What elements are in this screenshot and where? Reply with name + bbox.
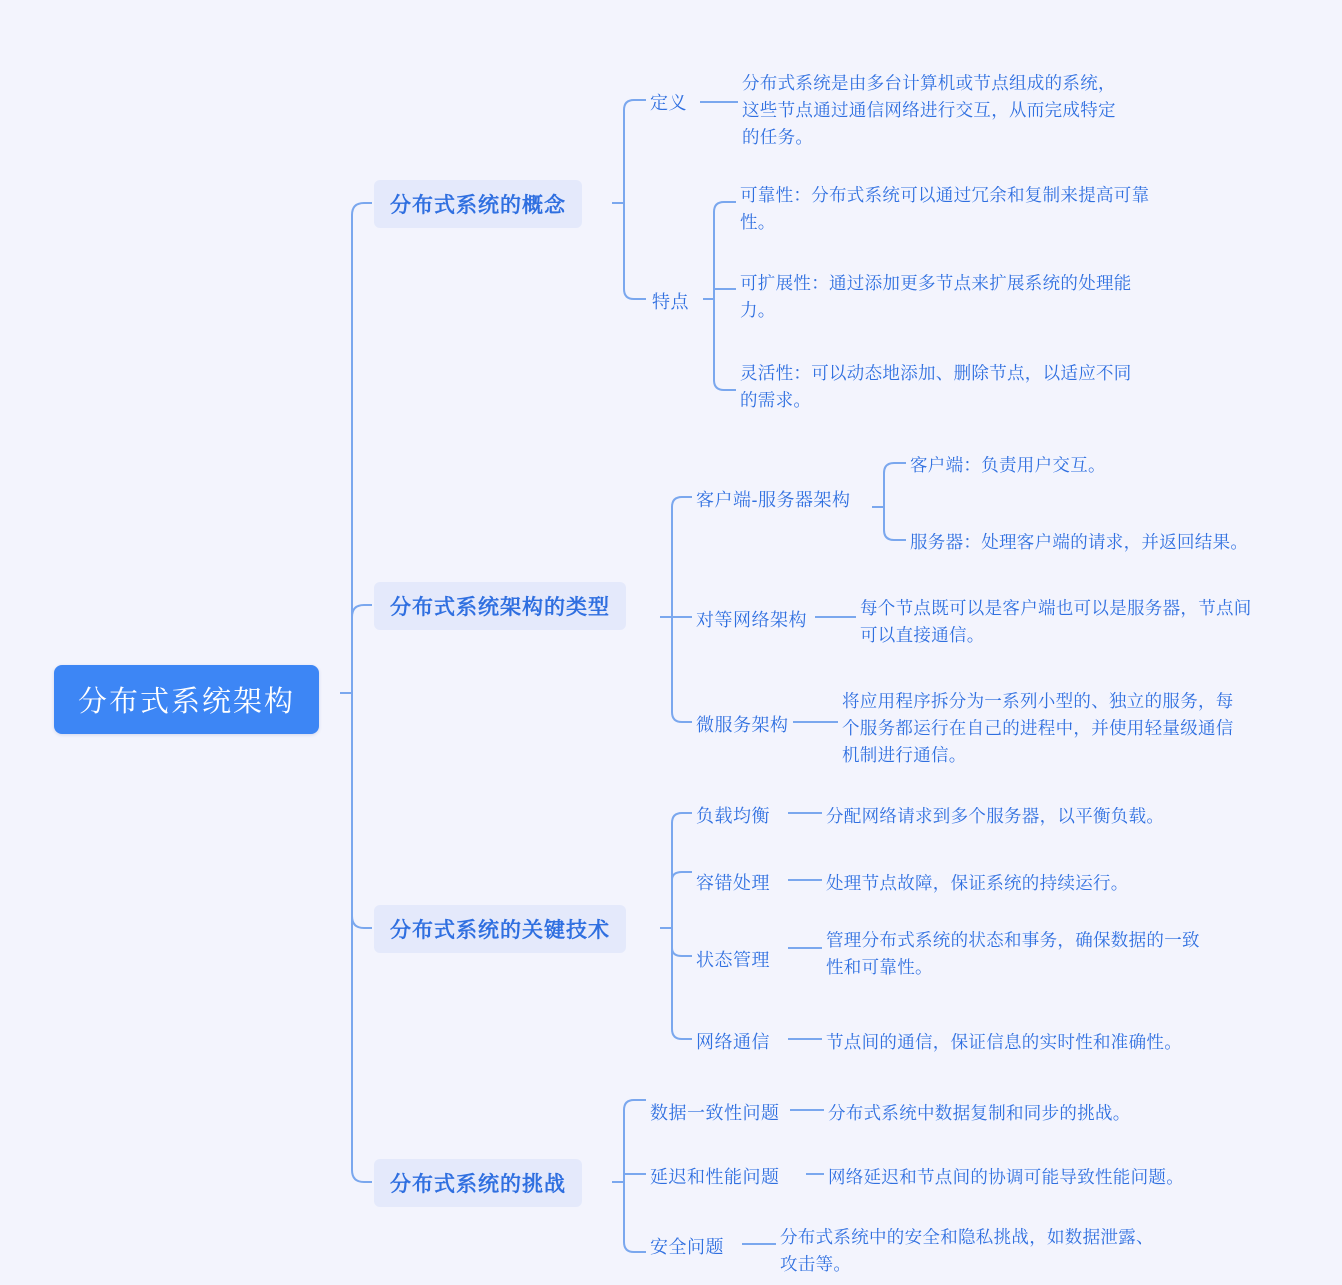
detail-text: 网络延迟和节点间的协调可能导致性能问题。	[828, 1167, 1184, 1187]
leaf-node-client-server[interactable]: 客户端-服务器架构	[696, 490, 851, 510]
leaf-node-fault-tolerance[interactable]: 容错处理	[696, 873, 770, 893]
branch-node-challenges[interactable]: 分布式系统的挑战	[374, 1159, 582, 1207]
detail-text: 可靠性：分布式系统可以通过冗余和复制来提高可靠性。	[740, 185, 1150, 233]
detail-text: 服务器：处理客户端的请求，并返回结果。	[910, 532, 1249, 552]
detail-text: 分布式系统中的安全和隐私挑战，如数据泄露、攻击等。	[780, 1227, 1154, 1275]
leaf-node-latency-performance[interactable]: 延迟和性能问题	[650, 1167, 780, 1187]
detail-text: 处理节点故障，保证系统的持续运行。	[826, 873, 1129, 893]
detail-text: 每个节点既可以是客户端也可以是服务器，节点间可以直接通信。	[860, 598, 1252, 646]
detail-text: 将应用程序拆分为一系列小型的、独立的服务，每个服务都运行在自己的进程中，并使用轻量级通信机制进行通信。	[842, 691, 1234, 766]
leaf-node-microservices[interactable]: 微服务架构	[696, 715, 789, 735]
branch-node-architecture-types[interactable]: 分布式系统架构的类型	[374, 582, 626, 630]
leaf-node-network-communication[interactable]: 网络通信	[696, 1032, 770, 1052]
branch-node-concept[interactable]: 分布式系统的概念	[374, 180, 582, 228]
branch-node-key-technologies[interactable]: 分布式系统的关键技术	[374, 905, 626, 953]
leaf-node-load-balancing[interactable]: 负载均衡	[696, 806, 770, 826]
leaf-node-definition[interactable]: 定义	[650, 93, 687, 113]
detail-text: 灵活性：可以动态地添加、删除节点，以适应不同的需求。	[740, 363, 1132, 411]
leaf-node-state-management[interactable]: 状态管理	[696, 950, 770, 970]
leaf-node-p2p[interactable]: 对等网络架构	[696, 610, 807, 630]
root-node[interactable]: 分布式系统架构	[54, 665, 319, 734]
detail-text: 节点间的通信，保证信息的实时性和准确性。	[826, 1032, 1182, 1052]
leaf-node-features[interactable]: 特点	[652, 292, 689, 312]
detail-text: 分布式系统是由多台计算机或节点组成的系统，这些节点通过通信网络进行交互，从而完成特定的任务。	[742, 73, 1116, 148]
detail-text: 客户端：负责用户交互。	[910, 455, 1106, 475]
leaf-node-security[interactable]: 安全问题	[650, 1237, 724, 1257]
leaf-node-data-consistency[interactable]: 数据一致性问题	[650, 1103, 780, 1123]
detail-text: 可扩展性：通过添加更多节点来扩展系统的处理能力。	[740, 273, 1132, 321]
detail-text: 分配网络请求到多个服务器，以平衡负载。	[826, 806, 1165, 826]
detail-text: 管理分布式系统的状态和事务，确保数据的一致性和可靠性。	[826, 930, 1200, 978]
detail-text: 分布式系统中数据复制和同步的挑战。	[828, 1103, 1131, 1123]
